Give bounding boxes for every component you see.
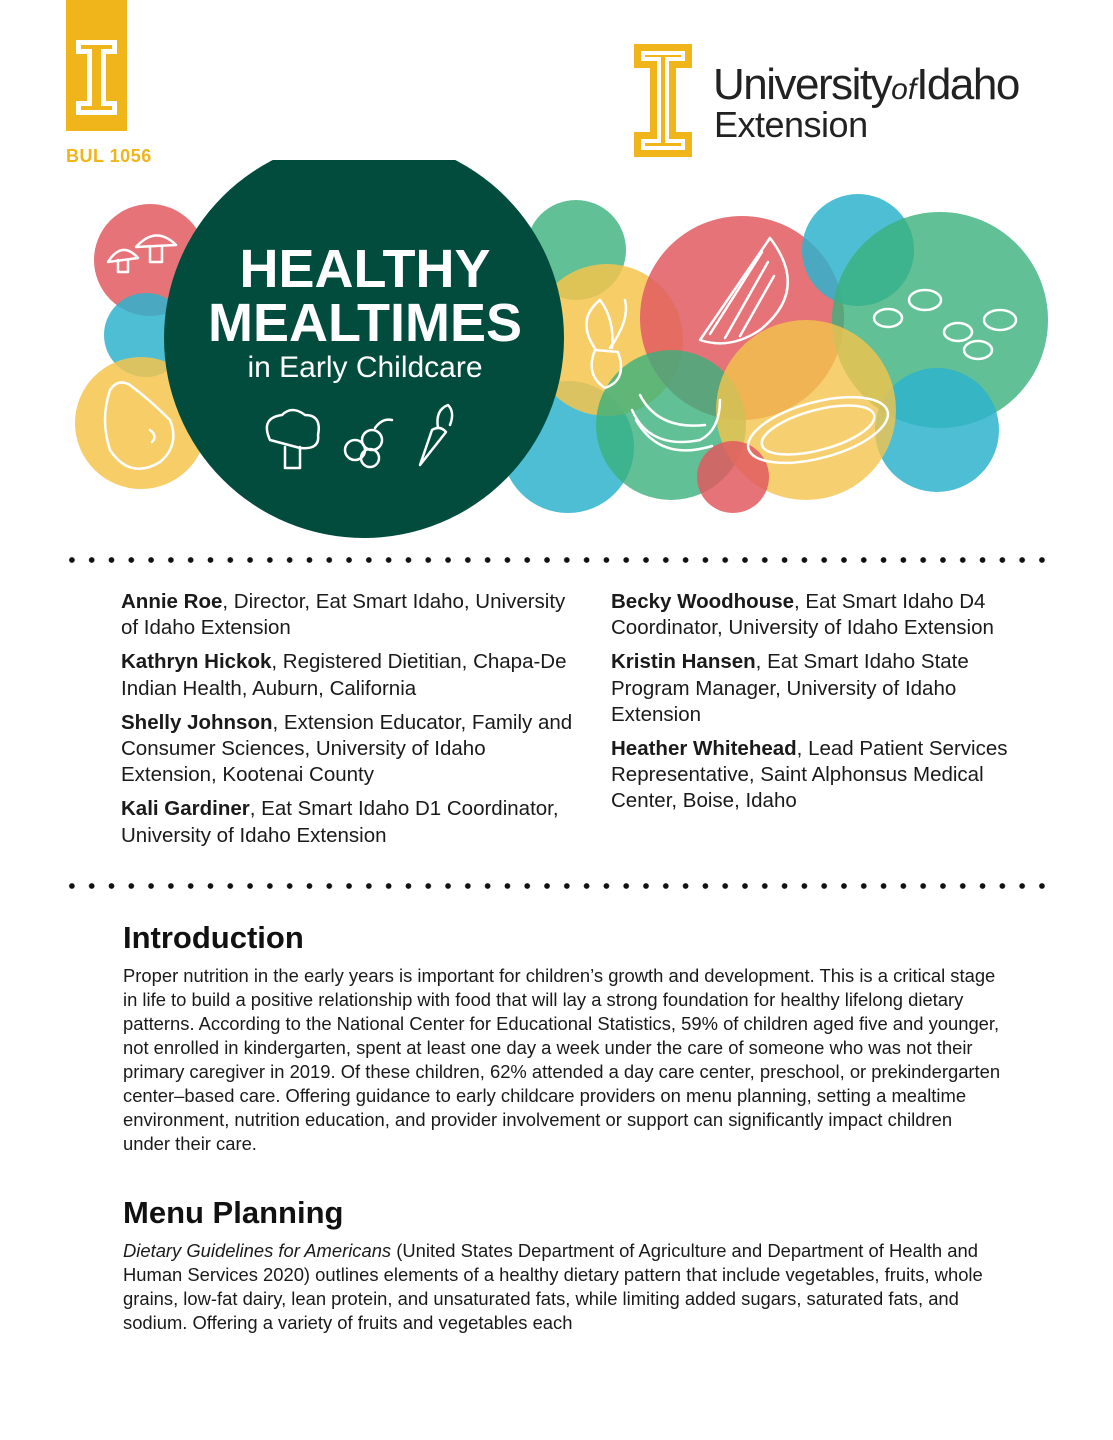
top-logo-tab	[66, 0, 127, 131]
dotted-divider-top	[62, 557, 1052, 563]
author-entry	[121, 710, 581, 789]
bulletin-number: BUL 1056	[66, 146, 152, 166]
hero-illustration	[0, 160, 1113, 540]
author-name: Kali Gardiner	[121, 797, 250, 821]
author-name: Becky Woodhouse	[611, 590, 795, 613]
hero-subtitle: in Early Childcare	[247, 351, 483, 384]
authors-right-column	[611, 589, 1021, 823]
author-entry	[611, 736, 1021, 815]
block-i-icon	[66, 0, 127, 131]
dotted-divider-bottom	[62, 883, 1052, 889]
author-entry	[611, 589, 1021, 641]
logo-extension: Extension	[714, 104, 868, 145]
logo-university-name	[713, 60, 1019, 110]
author-name: Kathryn Hickok	[121, 650, 272, 674]
menu-planning-paragraph	[123, 1239, 1003, 1335]
author-entry	[121, 649, 581, 701]
author-name: Kristin Hansen	[611, 650, 756, 674]
author-entry	[121, 796, 581, 848]
author-name: Heather Whitehead	[611, 737, 797, 761]
logo-word-idaho: Idaho	[916, 60, 1019, 109]
logo-word-of: of	[891, 73, 917, 106]
author-role: , Registered Dietitian, Chapa-De Indian Health, Auburn, California	[121, 650, 567, 700]
author-role: , Eat Smart Idaho D4 Coordinator, University of Idaho Extension	[611, 590, 994, 640]
menu-planning-text: (United States Department of Agriculture and Department of Health and Human Services 2020) outlines elements of a healthy dietary pattern that include vegetables, fruits, whole grains, low-fat dairy, lean protein, and unsaturated fats, while limiting added sugars, saturated fats, and sodium. Offering a variety of fruits and vegetables each	[123, 1240, 983, 1333]
guidelines-title: Dietary Guidelines for Americans	[123, 1240, 392, 1261]
author-name: Annie Roe	[121, 590, 223, 613]
author-role: , Director, Eat Smart Idaho, University of Idaho Extension	[121, 590, 566, 640]
author-entry	[611, 649, 1021, 728]
author-role: , Extension Educator, Family and Consumer Sciences, University of Idaho Extension, Kootenai County	[121, 710, 573, 787]
intro-paragraph: Proper nutrition in the early years is important for children’s growth and development. This is a critical stage in life to build a positive relationship with food that will lay a strong foundation for healthy lifelong dietary patterns. According to the National Center for Educational Statistics, 59% of children aged five and younger, not enrolled in kindergarten, spent at least one day a week under the care of someone who was not their primary caregiver in 2019. Of these children, 62% attended a day care center, preschool, or prekindergarten center–based care. Offering guidance to early childcare providers on menu planning, setting a mealtime environment, nutrition education, and provider involvement or support can significantly impact children under their care.	[123, 965, 1001, 1154]
menu-planning-heading: Menu Planning	[123, 1195, 344, 1230]
author-role: , Eat Smart Idaho State Program Manager, University of Idaho Extension	[611, 650, 969, 726]
authors-left-column	[121, 589, 581, 857]
author-name: Shelly Johnson	[121, 710, 273, 734]
author-entry	[121, 589, 581, 641]
author-role: , Lead Patient Services Representative, Saint Alphonsus Medical Center, Boise, Idaho	[611, 737, 1008, 813]
author-role: , Eat Smart Idaho D1 Coordinator, University of Idaho Extension	[121, 797, 559, 847]
intro-heading: Introduction	[123, 920, 304, 955]
university-i-logo-icon	[634, 44, 694, 158]
hero-title-line1: HEALTHY	[239, 239, 491, 299]
hero-title-line2: MEALTIMES	[208, 293, 522, 353]
logo-word-university: University	[713, 60, 892, 109]
